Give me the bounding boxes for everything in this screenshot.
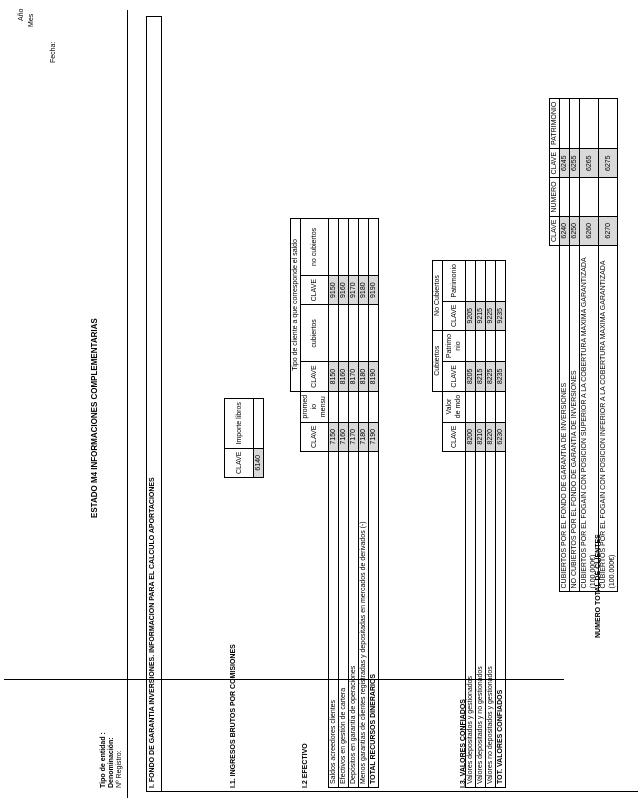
value-cell[interactable] <box>496 391 506 422</box>
value-cell[interactable] <box>496 331 506 362</box>
section1-left-rule <box>160 791 638 792</box>
denominacion-label: Denominación: <box>108 737 115 788</box>
section-i2-title: I.2 EFECTIVO <box>302 743 309 788</box>
key-cell: 9215 <box>476 301 486 330</box>
value-cell[interactable] <box>359 305 369 362</box>
key-cell: 7190 <box>369 422 379 451</box>
i1-clave: 6140 <box>254 448 264 477</box>
value-cell[interactable] <box>466 261 476 301</box>
value-cell[interactable] <box>349 391 359 422</box>
key-cell: 6255 <box>570 149 580 178</box>
key-cell: 8170 <box>349 362 359 391</box>
value-cell[interactable] <box>570 98 580 148</box>
value-cell[interactable] <box>466 391 476 422</box>
key-cell: 9150 <box>329 275 339 304</box>
section-i3-title: I.3. VALORES CONFIADOS <box>460 699 467 788</box>
table-row-label: TOT. VALORES CONFIADOS <box>496 452 506 788</box>
section1-title: I. FONDO DE GARANTIA INVERSIONES. INFORMACION PARA EL CALCULO APORTACIONES <box>149 477 156 788</box>
i1-importe-header: Importe libros <box>225 399 254 448</box>
key-cell: 7160 <box>339 422 349 451</box>
value-cell[interactable] <box>329 391 339 422</box>
clients-title: NUMERO TOTAL DE CLIENTES <box>595 534 602 638</box>
i1-clave-header: CLAVE <box>225 448 254 477</box>
clients-col-patrimonio: PATRIMONIO <box>550 98 560 148</box>
key-cell: 8215 <box>476 362 486 391</box>
value-cell[interactable] <box>476 261 486 301</box>
i3-no-cubiertos-header: No Cubiertos <box>433 261 443 331</box>
value-cell[interactable] <box>580 98 599 148</box>
value-cell[interactable] <box>570 178 580 216</box>
key-cell: 9190 <box>369 275 379 304</box>
i3-col-clave: CLAVE <box>443 422 466 451</box>
clients-table <box>549 98 618 788</box>
value-cell[interactable] <box>329 218 339 275</box>
i2-tipo-header: Tipo de cliente a que corresponde el saldo <box>291 218 301 391</box>
key-cell: 8235 <box>496 362 506 391</box>
key-cell: 9160 <box>339 275 349 304</box>
value-cell[interactable] <box>359 218 369 275</box>
clients-col-clave: CLAVE <box>550 216 560 245</box>
table-row-label: NO CUBIERTOS POR EL FONDO DE GARANTIA DE INVERSIONES <box>570 246 580 593</box>
value-cell[interactable] <box>349 305 359 362</box>
key-cell: 8160 <box>339 362 349 391</box>
key-cell: 8180 <box>359 362 369 391</box>
value-cell[interactable] <box>369 218 379 275</box>
entity-type-label: Tipo de entidad : <box>100 732 107 788</box>
i1-value-cell[interactable] <box>254 399 264 448</box>
key-cell: 8150 <box>329 362 339 391</box>
value-cell[interactable] <box>339 305 349 362</box>
table-row-label: Efectivos en gestión de cartera <box>339 452 349 788</box>
i2-col-cubiertos: cubiertos <box>301 305 329 362</box>
value-cell[interactable] <box>369 391 379 422</box>
value-cell[interactable] <box>486 391 496 422</box>
registro-label: Nº Registro: <box>116 750 123 788</box>
value-cell[interactable] <box>486 331 496 362</box>
key-cell: 9205 <box>466 301 476 330</box>
key-cell: 9180 <box>359 275 369 304</box>
table-row-label: CUBIERTOS POR EL FONDO DE GARANTIA DE INVERSIONES <box>560 246 570 593</box>
value-cell[interactable] <box>359 391 369 422</box>
i3-col-patrimonio-split: Patrimo nio <box>443 331 466 362</box>
key-cell: 9225 <box>486 301 496 330</box>
key-cell: 8200 <box>466 422 476 451</box>
value-cell[interactable] <box>329 305 339 362</box>
section-i1-title: I.1. INGRESOS BRUTOS POR COMISIONES <box>230 644 237 788</box>
table-row-label: CUBIERTOS POR EL FOGAIN CON POSICION SUPERIOR A LA COBERTURA MAXIMA GARANTIZADA (100.000€) <box>580 246 599 593</box>
key-cell: 8220 <box>486 422 496 451</box>
value-cell[interactable] <box>599 178 618 216</box>
value-cell[interactable] <box>476 391 486 422</box>
i2-col-promedio: promed io mensu <box>301 391 329 422</box>
i1-table <box>224 398 264 478</box>
key-cell: 8225 <box>486 362 496 391</box>
value-cell[interactable] <box>339 218 349 275</box>
i3-table <box>432 260 506 788</box>
fecha-label: Fecha: <box>50 41 57 63</box>
i2-col-clave3: CLAVE <box>301 275 329 304</box>
value-cell[interactable] <box>476 331 486 362</box>
table-row-label: Saldos acreedores clientes <box>329 452 339 788</box>
value-cell[interactable] <box>486 261 496 301</box>
table-row-label: Valores depositados y gestionados <box>466 452 476 788</box>
table-row-label: Valores no depositados y gestionados <box>486 452 496 788</box>
clients-col-numero: NUMERO <box>550 178 560 216</box>
ano-label: Año <box>18 8 25 21</box>
table-row-label: Menos garantías de clientes registradas y depositadas en mercados de derivados (-) <box>359 452 369 788</box>
table-row-label: CUBIERTOS POR EL FOGAIN CON POSICION INFERIOR A LA COBERTURA MAXIMA GARANTIZADA (100.000€) <box>599 246 618 593</box>
key-cell: 6245 <box>560 149 570 178</box>
value-cell[interactable] <box>580 178 599 216</box>
key-cell: 9235 <box>496 301 506 330</box>
key-cell: 6270 <box>599 216 618 245</box>
i3-cubiertos-header: Cubiertos <box>433 331 443 392</box>
i3-col-clave2: CLAVE <box>443 362 466 391</box>
key-cell: 7150 <box>329 422 339 451</box>
key-cell: 6250 <box>570 216 580 245</box>
i2-col-no-cubiertos: no cubiertos <box>301 218 329 275</box>
value-cell[interactable] <box>496 261 506 301</box>
key-cell: 8190 <box>369 362 379 391</box>
table-row-label: Valores depositados y no gestionados <box>476 452 486 788</box>
value-cell[interactable] <box>560 178 570 216</box>
key-cell: 8205 <box>466 362 476 391</box>
i3-col-patrimonio: Patrimonio <box>443 261 466 301</box>
i2-col-clave2: CLAVE <box>301 362 329 391</box>
key-cell: 6240 <box>560 216 570 245</box>
clients-col-clave2: CLAVE <box>550 149 560 178</box>
i3-col-clave3: CLAVE <box>443 301 466 330</box>
value-cell[interactable] <box>349 218 359 275</box>
value-cell[interactable] <box>599 98 618 148</box>
key-cell: 7180 <box>359 422 369 451</box>
key-cell: 6275 <box>599 149 618 178</box>
value-cell[interactable] <box>339 391 349 422</box>
value-cell[interactable] <box>369 305 379 362</box>
table-row-label: TOTAL RECURSOS DINERARIOS <box>369 452 379 788</box>
key-cell: 8210 <box>476 422 486 451</box>
table-row-label: Depósitos en garantía de operaciones <box>349 452 359 788</box>
i2-table <box>290 218 379 788</box>
key-cell: 7170 <box>349 422 359 451</box>
key-cell: 6265 <box>580 149 599 178</box>
i3-col-valor: Valor de mdo <box>443 391 466 422</box>
key-cell: 6260 <box>580 216 599 245</box>
mes-label: Mes <box>28 13 35 27</box>
value-cell[interactable] <box>466 331 476 362</box>
key-cell: 9170 <box>349 275 359 304</box>
value-cell[interactable] <box>560 98 570 148</box>
i2-col-clave: CLAVE <box>301 422 329 451</box>
page-title: ESTADO M4 INFORMACIONES COMPLEMENTARIAS <box>90 318 99 518</box>
key-cell: 6230 <box>496 422 506 451</box>
